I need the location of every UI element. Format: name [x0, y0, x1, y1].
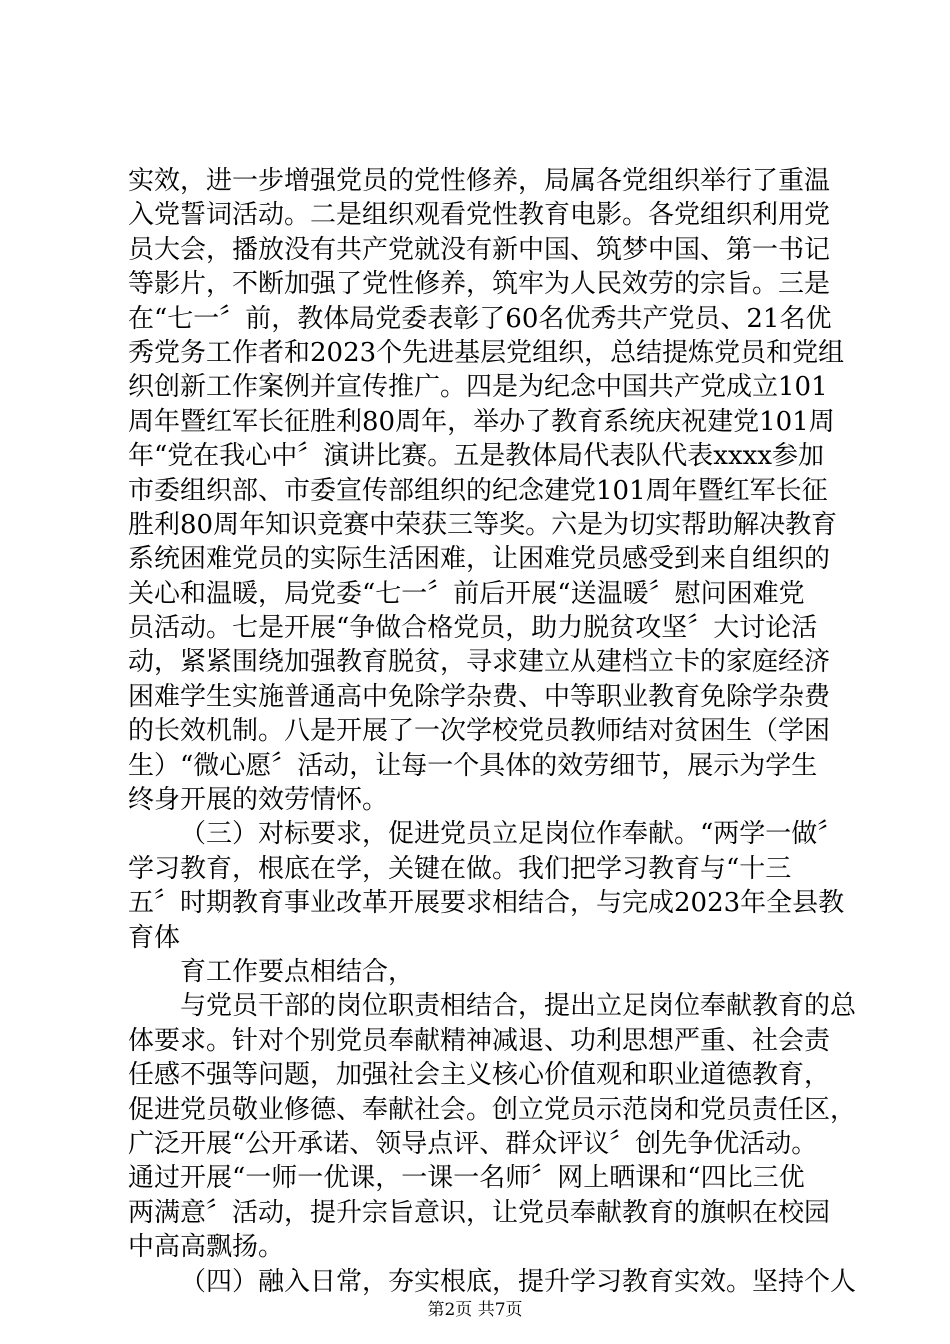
text-line: 育工作要点相结合，	[180, 956, 415, 987]
text-line: 终身开展的效劳情怀。	[128, 785, 389, 816]
text-line: 秀党务工作者和2023个先进基层党组织，总结提炼党员和党组	[128, 337, 845, 368]
text-line: 入党誓词活动。二是组织观看党性教育电影。各党组织利用党	[128, 200, 831, 231]
section-heading-line: （四）融入日常，夯实根底，提升学习教育实效。坚持个人	[180, 1266, 857, 1297]
text-line: 员活动。七是开展“争做合格党员，助力脱贫攻坚〞大讨论活	[128, 613, 818, 644]
text-line: 市委组织部、市委宣传部组织的纪念建党101周年暨红军长征	[128, 475, 828, 506]
text-line: 系统困难党员的实际生活困难，让困难党员感受到来自组织的	[128, 544, 831, 575]
text-line: 育体	[128, 922, 181, 953]
text-line: 年“党在我心中〞演讲比赛。五是教体局代表队代表xxxx参加	[128, 441, 824, 472]
text-line: 五〞时期教育事业改革开展要求相结合，与完成2023年全县教	[128, 888, 845, 919]
text-line: 困难学生实施普通高中免除学杂费、中等职业教育免除学杂费	[128, 681, 831, 712]
text-line: 生）“微心愿〞活动，让每一个具体的效劳细节，展示为学生	[128, 750, 818, 781]
text-line: 中高高飘扬。	[128, 1232, 285, 1263]
text-line: 两满意〞活动，提升宗旨意识，让党员奉献教育的旗帜在校园	[128, 1197, 831, 1228]
text-line: 员大会，播放没有共产党就没有新中国、筑梦中国、第一书记	[128, 234, 831, 265]
text-line: 在“七一〞前，教体局党委表彰了60名优秀共产党员、21名优	[128, 303, 832, 334]
page-number-footer: 第2页 共7页	[427, 1300, 523, 1320]
text-line: 动，紧紧围绕加强教育脱贫，寻求建立从建档立卡的家庭经济	[128, 647, 831, 678]
section-heading-line: （三）对标要求，促进党员立足岗位作奉献。“两学一做〞	[180, 819, 844, 850]
text-line: 关心和温暖，局党委“七一〞前后开展“送温暖〞慰问困难党	[128, 578, 805, 609]
text-line: 学习教育，根底在学，关键在做。我们把学习教育与“十三	[128, 853, 792, 884]
text-line: 胜利80周年知识竞赛中荣获三等奖。六是为切实帮助解决教育	[128, 509, 838, 540]
text-line: 周年暨红军长征胜利80周年，举办了教育系统庆祝建党101周	[128, 406, 835, 437]
text-line: 与党员干部的岗位职责相结合，提出立足岗位奉献教育的总	[180, 991, 857, 1022]
text-line: 实效，进一步增强党员的党性修养，局属各党组织举行了重温	[128, 166, 831, 196]
text-line: 等影片，不断加强了党性修养，筑牢为人民效劳的宗旨。三是	[128, 269, 831, 300]
text-line: 广泛开展“公开承诺、领导点评、群众评议〞创先争优活动。	[128, 1128, 818, 1159]
text-line: 促进党员敬业修德、奉献社会。创立党员示范岗和党员责任区，	[128, 1094, 857, 1125]
text-line: 体要求。针对个别党员奉献精神减退、功利思想严重、社会责	[128, 1025, 831, 1056]
text-line: 通过开展“一师一优课，一课一名师〞网上晒课和“四比三优	[128, 1163, 805, 1194]
document-body	[128, 164, 857, 1299]
text-line: 织创新工作案例并宣传推广。四是为纪念中国共产党成立101	[128, 372, 828, 403]
text-line: 的长效机制。八是开展了一次学校党员教师结对贫困生（学困	[128, 716, 831, 747]
text-line: 任感不强等问题，加强社会主义核心价值观和职业道德教育，	[128, 1060, 831, 1091]
